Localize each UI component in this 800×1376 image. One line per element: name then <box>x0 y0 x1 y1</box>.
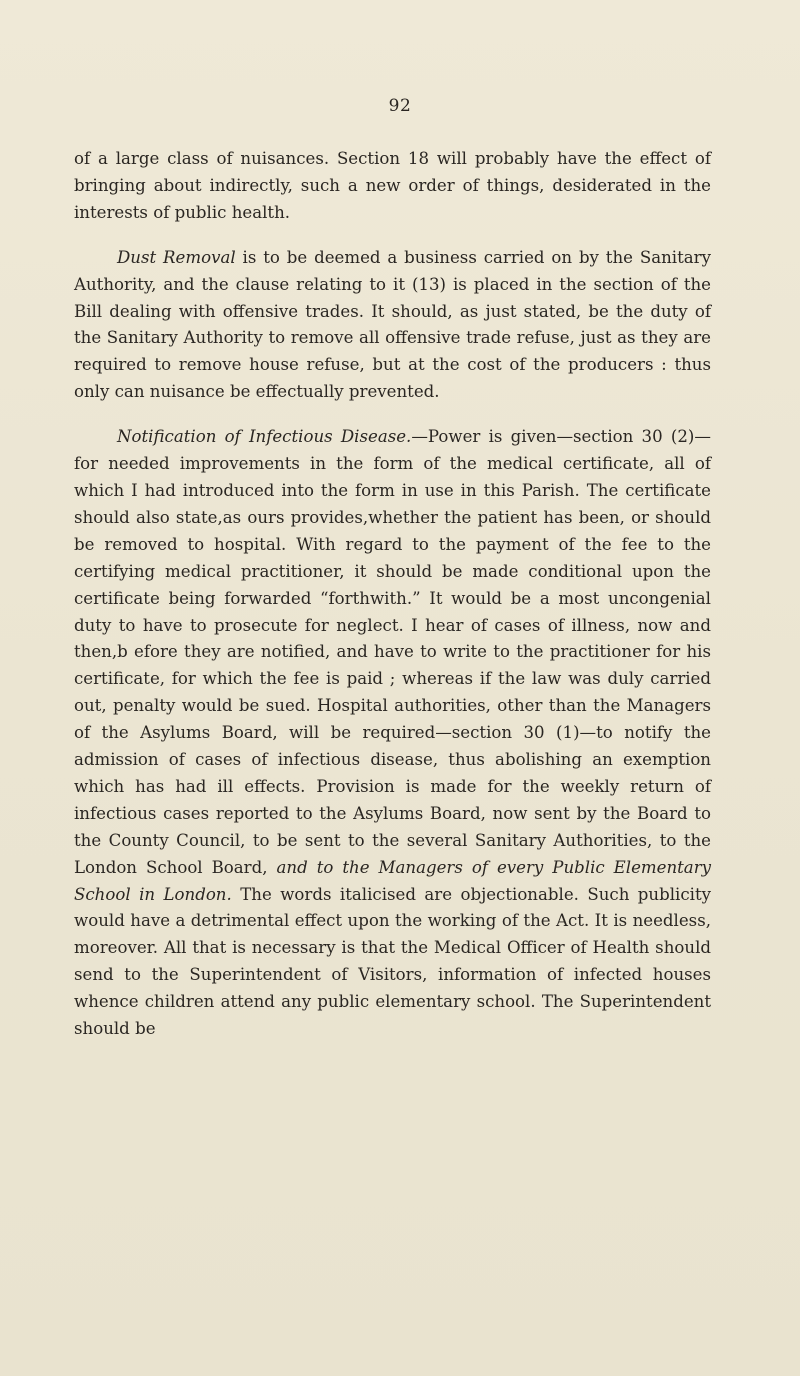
paragraph-notification <box>74 424 711 1043</box>
heading-dust-removal: Dust Removal <box>117 247 236 267</box>
text-segment: The words italicised are objectionable. Such publicity would have a detrimental effect upon the working of the Act. It is needless, moreover. All that is necessary is that the Medical Officer of Health should send to the Superintendent of Visitors, information of infected houses whence children attend any public elementary school. The Superintendent should be <box>74 884 712 1039</box>
paragraph-nuisances <box>74 146 711 227</box>
paragraph-dust-removal <box>74 245 711 406</box>
text-segment: —Power is given—section 30 (2)—for needed improvements in the form of the medical certificate, all of which I had introduced into the form in use in this Parish. The certificate should also state,as ours provides,whether the patient has been, or should be removed to hospital. With regard to the payment of the fee to the certifying medical practitioner, it should be made conditional upon the certificate being forwarded “forthwith.” It would be a most uncongenial duty to have to prosecute for neglect. I hear of cases of illness, now and then,b efore they are notified, and have to write to the practitioner for his certificate, for which the fee is paid ; whereas if the law was duly carried out, penalty would be sued. Hospital authorities, other than the Managers of the Asylums Board, will be required—section 30 (1)—to notify the admission of cases of infectious disease, thus abolishing an exemption which has had ill effects. Provision is made for the weekly return of infectious cases reported to the Asylums Board, now sent by the Board to the County Council, to be sent to the several Sanitary Authorities, to the London School Board, <box>74 427 711 877</box>
page-number: 92 <box>388 96 412 116</box>
text-segment: of a large class of nuisances. Section 18 will probably have the effect of bringing about indirectly, such a new order of things, desiderated in the interests of public health. <box>74 149 711 222</box>
body-text <box>74 146 711 1043</box>
heading-notification-infectious-disease: Notification of Infectious Disease. <box>117 427 412 447</box>
italicised-phrase: and to the Managers of every Public Elementary School in London. <box>74 857 712 904</box>
text-segment: is to be deemed a business carried on by the Sanitary Authority, and the clause relating to it (13) is placed in the section of the Bill dealing with offensive trades. It should, as just stated, be the duty of the Sanitary Authority to remove all offensive trade refuse, just as they are required to remove house refuse, but at the cost of the producers : thus only can nuisance be effectually prevented. <box>74 247 711 402</box>
